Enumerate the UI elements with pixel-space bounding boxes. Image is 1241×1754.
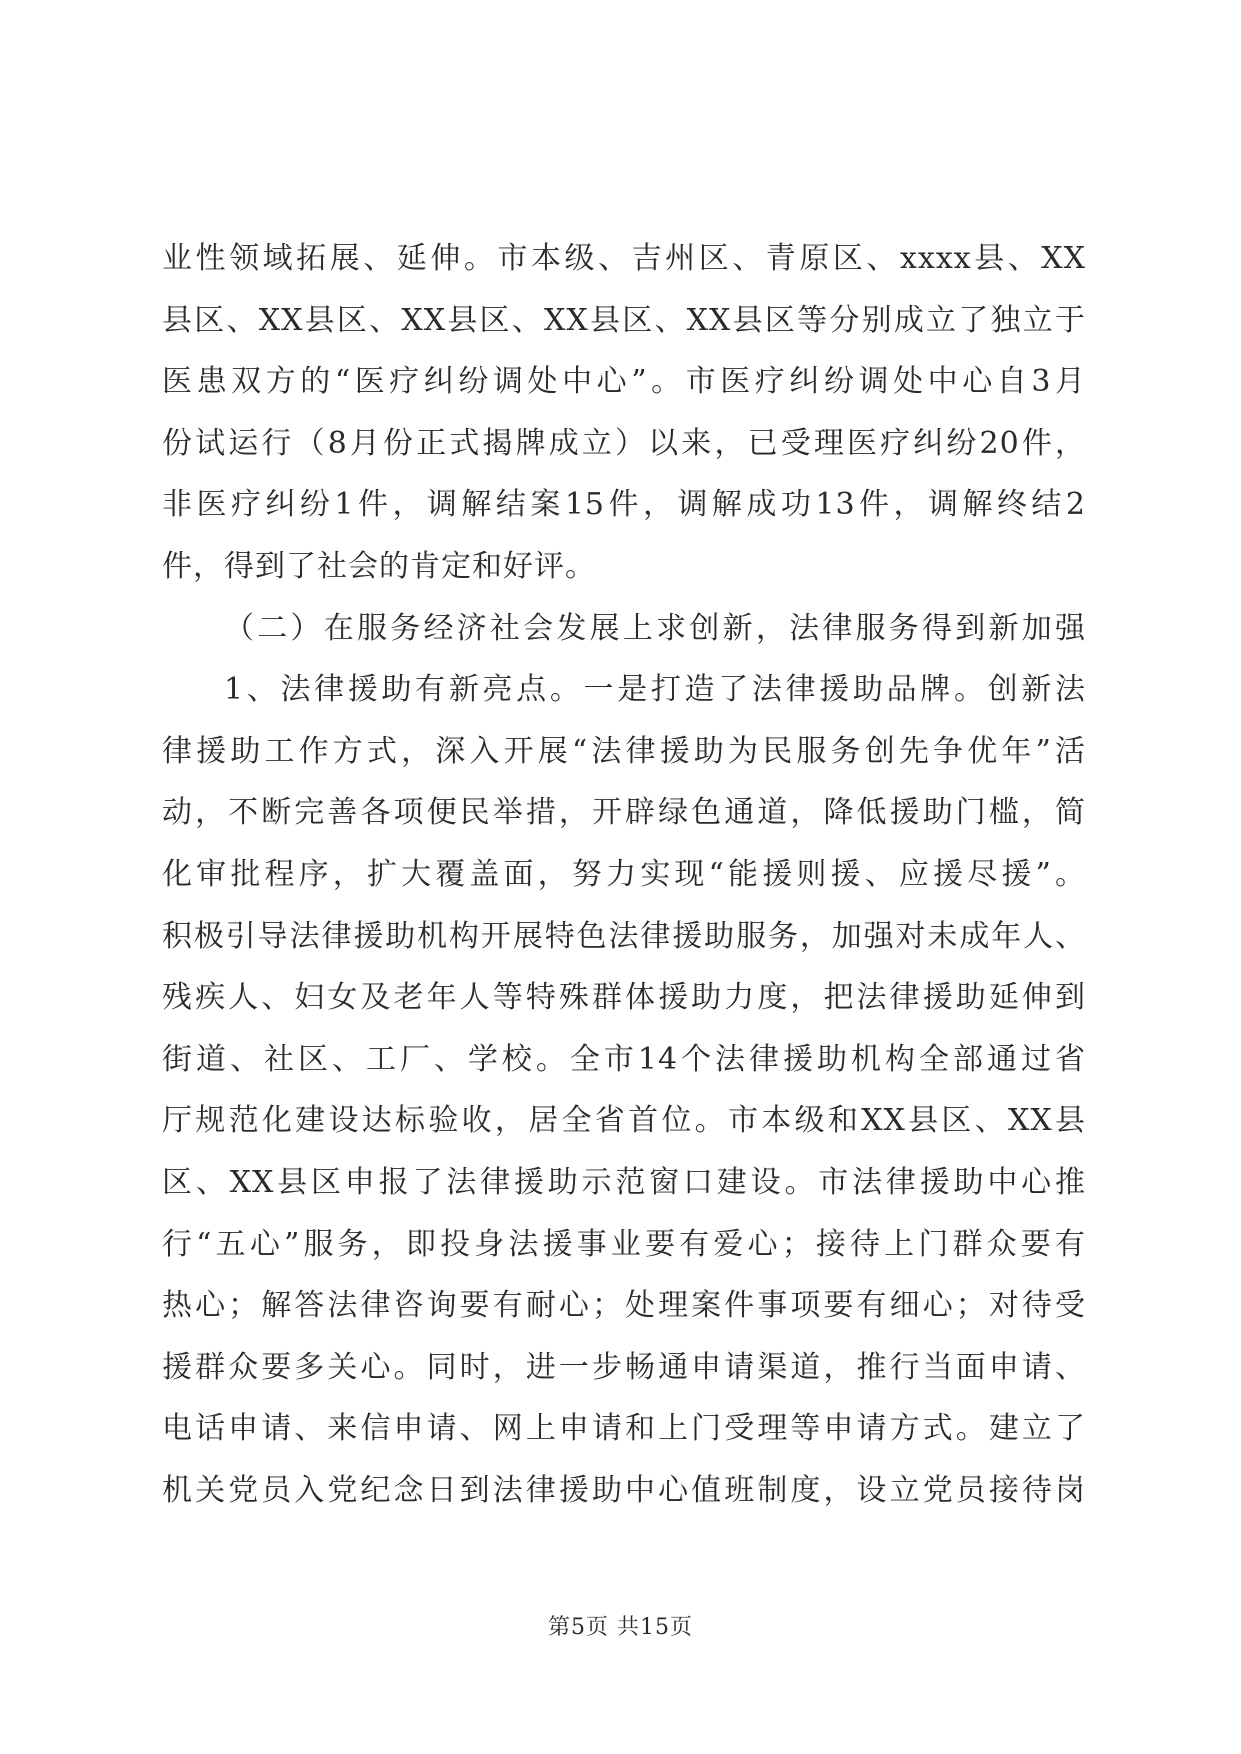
text-line-5: 非医疗纠纷1件，调解结案15件，调解成功13件，调解终结2 xyxy=(162,487,1086,523)
text-line-2: 县区、XX县区、XX县区、XX县区、XX县区等分别成立了独立于 xyxy=(162,302,1086,338)
text-line-11: 化审批程序，扩大覆盖面，努力实现“能援则援、应援尽援”。 xyxy=(162,856,1086,892)
text-line-21: 机关党员入党纪念日到法律援助中心值班制度，设立党员接待岗 xyxy=(162,1472,1086,1508)
text-line-18: 热心；解答法律咨询要有耐心；处理案件事项要有细心；对待受 xyxy=(162,1288,1086,1324)
page-number-footer: 第5页 共15页 xyxy=(548,1615,693,1640)
text-line-13: 残疾人、妇女及老年人等特殊群体援助力度，把法律援助延伸到 xyxy=(162,980,1086,1016)
text-line-10: 动，不断完善各项便民举措，开辟绿色通道，降低援助门槛，简 xyxy=(162,795,1086,831)
text-line-16: 区、XX县区申报了法律援助示范窗口建设。市法律援助中心推 xyxy=(162,1164,1086,1200)
text-line-9: 律援助工作方式，深入开展“法律援助为民服务创先争优年”活 xyxy=(162,733,1086,769)
text-line-8: 1、法律援助有新亮点。一是打造了法律援助品牌。创新法 xyxy=(224,672,1086,708)
section-heading: （二）在服务经济社会发展上求创新，法律服务得到新加强 xyxy=(224,610,1086,646)
text-line-14: 街道、社区、工厂、学校。全市14个法律援助机构全部通过省 xyxy=(162,1041,1086,1077)
text-line-1: 业性领域拓展、延伸。市本级、吉州区、青原区、xxxx县、XX xyxy=(162,241,1086,276)
text-line-20: 电话申请、来信申请、网上申请和上门受理等申请方式。建立了 xyxy=(162,1411,1086,1447)
body-text xyxy=(162,228,1086,1521)
text-line-19: 援群众要多关心。同时，进一步畅通申请渠道，推行当面申请、 xyxy=(162,1349,1086,1385)
text-line-4: 份试运行（8月份正式揭牌成立）以来，已受理医疗纠纷20件， xyxy=(162,425,1086,461)
text-line-6: 件，得到了社会的肯定和好评。 xyxy=(162,548,596,584)
text-line-12: 积极引导法律援助机构开展特色法律援助服务，加强对未成年人、 xyxy=(162,918,1086,954)
text-line-3: 医患双方的“医疗纠纷调处中心”。市医疗纠纷调处中心自3月 xyxy=(162,364,1086,400)
text-line-17: 行“五心”服务，即投身法援事业要有爱心；接待上门群众要有 xyxy=(162,1226,1086,1262)
text-line-15: 厅规范化建设达标验收，居全省首位。市本级和XX县区、XX县 xyxy=(162,1103,1086,1139)
